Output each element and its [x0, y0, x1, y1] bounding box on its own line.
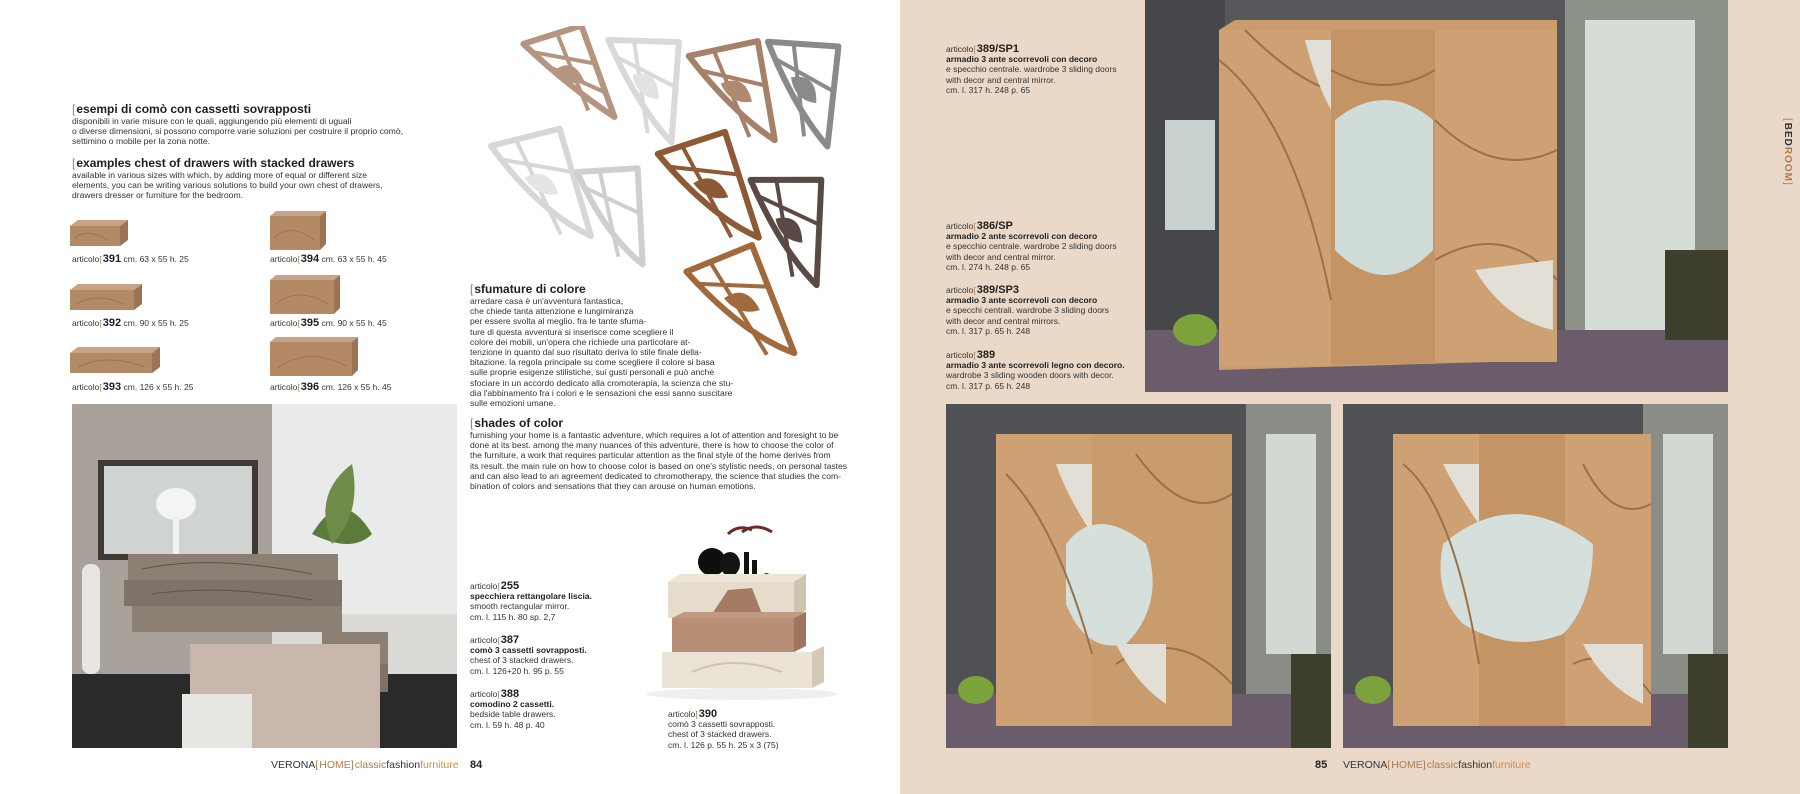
shades-it-line: tenzione in quanto dal suo risultato deriva lo stile finale della- — [470, 347, 702, 358]
bedroom-dresser-photo — [72, 404, 457, 748]
chest-en-line: drawers dresser or furniture for the bedroom. — [72, 190, 243, 201]
drawer-395-image — [268, 274, 342, 316]
chest-390-image — [632, 524, 856, 702]
article-388: articolo[388 comodino 2 cassetti. bedside table drawers. cm. l. 59 h. 48 p. 40 — [470, 688, 556, 730]
article-255: articolo[255 specchiera rettangolare liscia. smooth rectangular mirror. cm. l. 115 h. 80 sp. 2,7 — [470, 580, 592, 622]
shades-it-line: sfociare in un accordo dedicato alla cromoterapia, la scienza che stu- — [470, 377, 734, 388]
drawer-394-label: articolo[394 cm. 63 x 55 h. 45 — [270, 253, 387, 265]
chest-intro-it: [esempi di comò con cassetti sovrapposti disponibili in varie misure con le quali, aggiungendo più elementi di uguali o diverse dimensioni, si possono comporre varie soluzioni per costruire il proprio comò, settimino o mobile per la zona notte. — [72, 102, 432, 147]
article-386-sp: articolo[386/SP armadio 2 ante scorrevoli con decoro e specchio centrale. wardrobe 2 sliding doors with decor and central mirror. cm. l. 274 h. 248 p. 65 — [946, 220, 1117, 272]
shades-it-line: che chiede tanta attenzione e lungimiranza — [470, 306, 634, 317]
wardrobe-389-sp1-photo — [1145, 0, 1728, 392]
shades-it-line: arredare casa è un'avventura fantastica, — [470, 296, 624, 306]
shades-en-line: furnishing your home is a fantastic adventure, which requires a lot of attention and foresight to be — [470, 430, 839, 440]
article-389-sp1: articolo[389/SP1 armadio 3 ante scorrevoli con decoro e specchio centrale. wardrobe 3 sliding doors with decor and central mirror. cm. l. 317 h. 248 p. 65 — [946, 43, 1117, 95]
wardrobe-386-sp-photo — [946, 404, 1331, 748]
article-390: articolo[390 comò 3 cassetti sovrapposti. chest of 3 stacked drawers. cm. l. 126 p. 55 h. 25 x 3 (75) — [668, 708, 779, 750]
left-page-number: 84 — [470, 759, 483, 771]
article-389: articolo[389 armadio 3 ante scorrevoli legno con decoro. wardrobe 3 sliding wooden doors with decor. cm. l. 317 p. 65 h. 248 — [946, 349, 1125, 391]
shades-en-title: shades of color — [474, 416, 564, 430]
chest-en-line: available in various sizes with which, by adding more of equal or different size — [72, 170, 368, 180]
shades-en-line: the furniture, a work that requires particular attention as the final style of the home derives from — [470, 450, 831, 461]
chest-it-line: disponibili in varie misure con le quali, aggiungendo più elementi di uguali — [72, 116, 352, 126]
chest-it-title: esempi di comò con cassetti sovrapposti — [76, 102, 312, 116]
left-footer-brand: VERONA[HOME]classicfashionfurniture — [271, 759, 459, 771]
section-side-tab: [BEDROOM] — [1782, 118, 1793, 186]
shades-en-line: done at its best. among the many nuances of this adventure, there is how to choose the color of — [470, 440, 834, 451]
drawer-396-label: articolo[396 cm. 126 x 55 h. 45 — [270, 381, 392, 393]
drawer-391-image — [68, 218, 130, 250]
drawer-391-label: articolo[391 cm. 63 x 55 h. 25 — [72, 253, 189, 265]
shades-en: [shades of color furnishing your home is a fantastic adventure, which requires a lot of attention and foresight to be done at its best. among the many nuances of this adventure, there is how to choose the color of the furniture, a work that requires particular attention as the final style of the home derives from its result. the main rule on how to choose color is based on one's stylistic needs, on personal tastes and can also lead to an agreement dedicated to chromotherapy, the science that studies the com- bination of colors and sensations that they can arouse on human emotions. — [470, 416, 860, 491]
drawer-393-image — [68, 345, 162, 379]
shades-it-line: per essere svolta al meglio. fra le tante sfuma- — [470, 316, 647, 327]
shades-it-line: sulle proprie esigenze stilistiche, sui gusti personali e può anche — [470, 367, 715, 378]
shades-it-title: sfumature di colore — [474, 282, 586, 296]
drawer-393-label: articolo[393 cm. 126 x 55 h. 25 — [72, 381, 194, 393]
chest-intro-en: [examples chest of drawers with stacked drawers available in various sizes with which, by adding more of equal or different size elements, you can be writing various solutions to build your own chest of drawers, drawers dresser or furniture for the bedroom. — [72, 156, 432, 201]
right-page-number: 85 — [1315, 759, 1328, 771]
chest-en-line: elements, you can be writing various solutions to build your own chest of drawers, — [72, 180, 383, 191]
chest-en-title: examples chest of drawers with stacked drawers — [76, 156, 355, 170]
wardrobe-389-sp3-photo — [1343, 404, 1728, 748]
shades-it-line: sulle emozioni umane. — [470, 398, 556, 409]
shades-it: [sfumature di colore arredare casa è un'avventura fantastica, che chiede tanta attenzione e lungimiranza per essere svolta al meglio. fra le tante sfuma- ture di questa avventura si inserisce come scegliere il colore dei mobili, un'opera che richiede una particolare at- tenzione in quanto dal suo risultato deriva lo stile finale della- bitazione. la regola principale su come scegliere il colore si basa sulle proprie esigenze stilistiche, sui gusti personali e può anche sfociare in un accordo dedicato alla cromoterapia, la scienza che stu- dia l'abbinamento fra i colori e le sensazioni che essi sanno suscitare sulle emozioni umane. — [470, 282, 760, 408]
right-page — [900, 0, 1800, 794]
right-footer-brand: VERONA[HOME]classicfashionfurniture — [1343, 759, 1531, 771]
article-387: articolo[387 comò 3 cassetti sovrapposti. chest of 3 stacked drawers. cm. l. 126+20 h. 95 p. 55 — [470, 634, 587, 676]
drawer-395-label: articolo[395 cm. 90 x 55 h. 45 — [270, 317, 387, 329]
chest-it-line: settimino o mobile per la zona notte. — [72, 136, 211, 147]
shades-it-line: colore dei mobili, un'opera che richiede una particolare at- — [470, 336, 691, 347]
chest-it-line: o diverse dimensioni, si possono comporre varie soluzioni per costruire il proprio comò, — [72, 126, 404, 137]
shades-en-line: its result. the main rule on how to choose color is based on one's stylistic needs, on personal tastes — [470, 460, 848, 471]
shades-en-line: bination of colors and sensations that they can arouse on human emotions. — [470, 481, 756, 492]
shades-it-line: bitazione. la regola principale su come scegliere il colore si basa — [470, 357, 715, 368]
article-389-sp3: articolo[389/SP3 armadio 3 ante scorrevoli con decoro e specchi centrali. wardrobe 3 sliding doors with decor and central mirrors. cm. l. 317 p. 65 h. 248 — [946, 284, 1110, 336]
drawer-392-image — [68, 282, 144, 314]
drawer-396-image — [268, 336, 360, 380]
drawer-394-image — [268, 210, 328, 252]
drawer-392-label: articolo[392 cm. 90 x 55 h. 25 — [72, 317, 189, 329]
shades-it-line: ture di questa avventura si inserisce come scegliere il — [470, 326, 674, 337]
shades-en-line: and can also lead to an agreement dedicated to chromotherapy, the science that studies the com- — [470, 470, 842, 481]
shades-it-line: dia l'abbinamento fra i colori e le sensazioni che essi sanno suscitare — [470, 387, 733, 398]
